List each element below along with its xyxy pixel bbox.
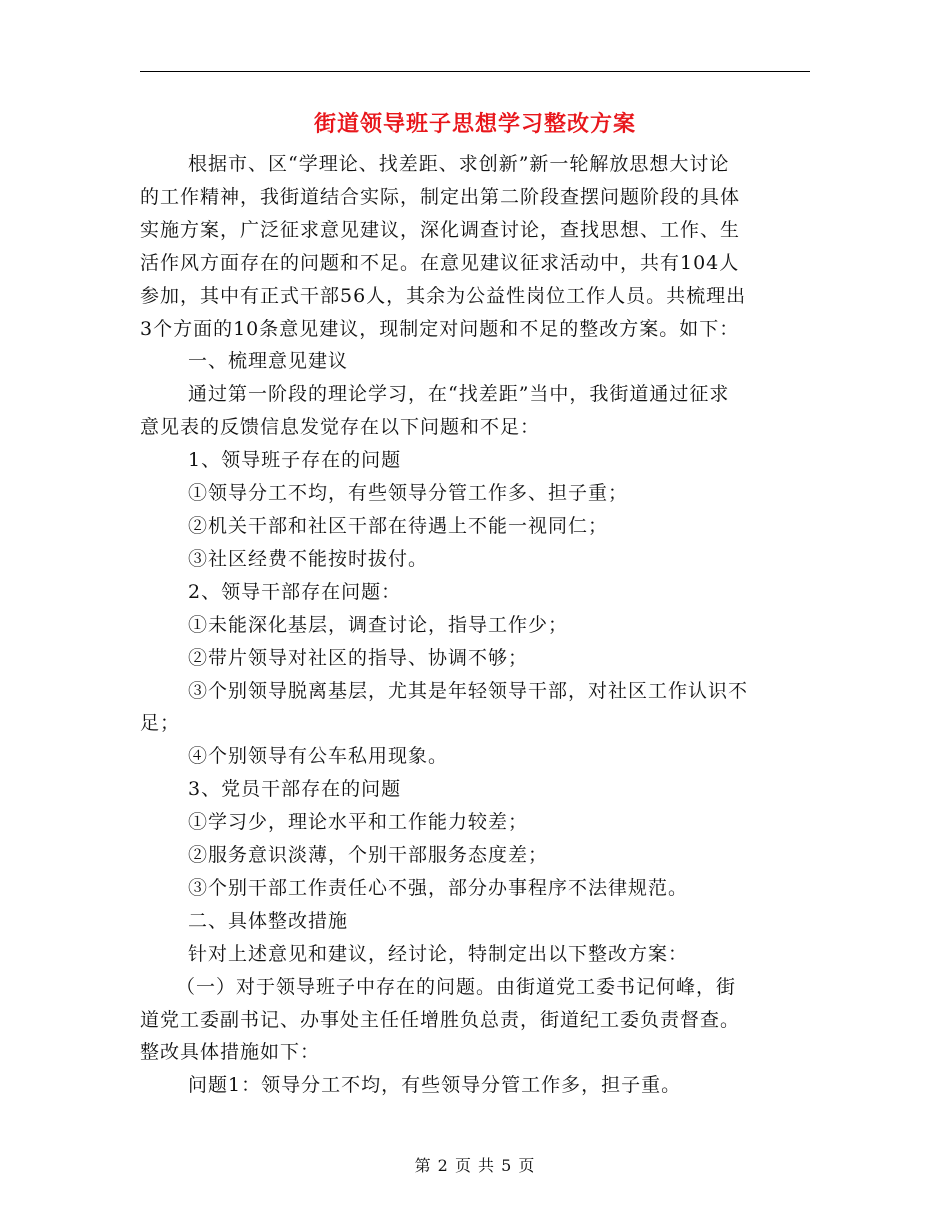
header-rule bbox=[140, 71, 810, 72]
text-line: ③社区经费不能按时拔付。 bbox=[188, 547, 429, 570]
text-line: 根据市、区“学理论、找差距、求创新”新一轮解放思想大讨论 bbox=[188, 153, 730, 175]
text-line: ②带片领导对社区的指导、协调不够； bbox=[188, 646, 529, 669]
page-footer: 第 2 页 共 5 页 bbox=[414, 1156, 536, 1175]
text-line: 道党工委副书记、办事处主任任增胜负总责，街道纪工委负责督查。 bbox=[140, 1008, 741, 1031]
text-line: 整改具体措施如下： bbox=[140, 1041, 321, 1064]
text-line: 通过第一阶段的理论学习，在“找差距”当中，我街道通过征求 bbox=[188, 383, 730, 406]
text-line: （一）对于领导班子中存在的问题。由街道党工委书记何峰，街 bbox=[176, 975, 737, 998]
text-line: 参加，其中有正式干部56人，其余为公益性岗位工作人员。共梳理出 bbox=[140, 284, 747, 307]
text-line: ③个别干部工作责任心不强，部分办事程序不法律规范。 bbox=[188, 876, 689, 899]
text-line: 活作风方面存在的问题和不足。在意见建议征求活动中，共有104人 bbox=[140, 251, 740, 274]
text-line: ③个别领导脱离基层，尤其是年轻领导干部，对社区工作认识不 bbox=[188, 679, 749, 702]
text-line: 问题1：领导分工不均，有些领导分管工作多，担子重。 bbox=[188, 1074, 682, 1097]
text-line: ①领导分工不均，有些领导分管工作多、担子重； bbox=[188, 482, 629, 505]
text-line: 一、梳理意见建议 bbox=[188, 350, 349, 373]
text-line: ①学习少，理论水平和工作能力较差； bbox=[188, 811, 529, 834]
text-line: 针对上述意见和建议，经讨论，特制定出以下整改方案： bbox=[188, 942, 689, 965]
text-line: 2、领导干部存在问题： bbox=[188, 580, 402, 603]
text-line: 足； bbox=[140, 712, 181, 735]
text-line: ②机关干部和社区干部在待遇上不能一视同仁； bbox=[188, 514, 609, 537]
text-line: 的工作精神，我街道结合实际，制定出第二阶段查摆问题阶段的具体 bbox=[140, 185, 741, 208]
text-line: ②服务意识淡薄，个别干部服务态度差； bbox=[188, 844, 549, 867]
text-line: 二、具体整改措施 bbox=[188, 909, 349, 932]
document-body bbox=[140, 148, 810, 1102]
text-line: ④个别领导有公车私用现象。 bbox=[188, 745, 449, 768]
text-line: 1、领导班子存在的问题 bbox=[188, 449, 402, 472]
text-line: ①未能深化基层，调查讨论，指导工作少； bbox=[188, 613, 569, 636]
text-line: 3、党员干部存在的问题 bbox=[188, 778, 402, 801]
text-line: 意见表的反馈信息发觉存在以下问题和不足： bbox=[140, 416, 541, 439]
text-line: 实施方案，广泛征求意见建议，深化调查讨论，查找思想、工作、生 bbox=[140, 218, 741, 241]
text-line: 3个方面的10条意见建议，现制定对问题和不足的整改方案。如下： bbox=[140, 317, 740, 340]
document-title: 街道领导班子思想学习整改方案 bbox=[313, 111, 636, 137]
